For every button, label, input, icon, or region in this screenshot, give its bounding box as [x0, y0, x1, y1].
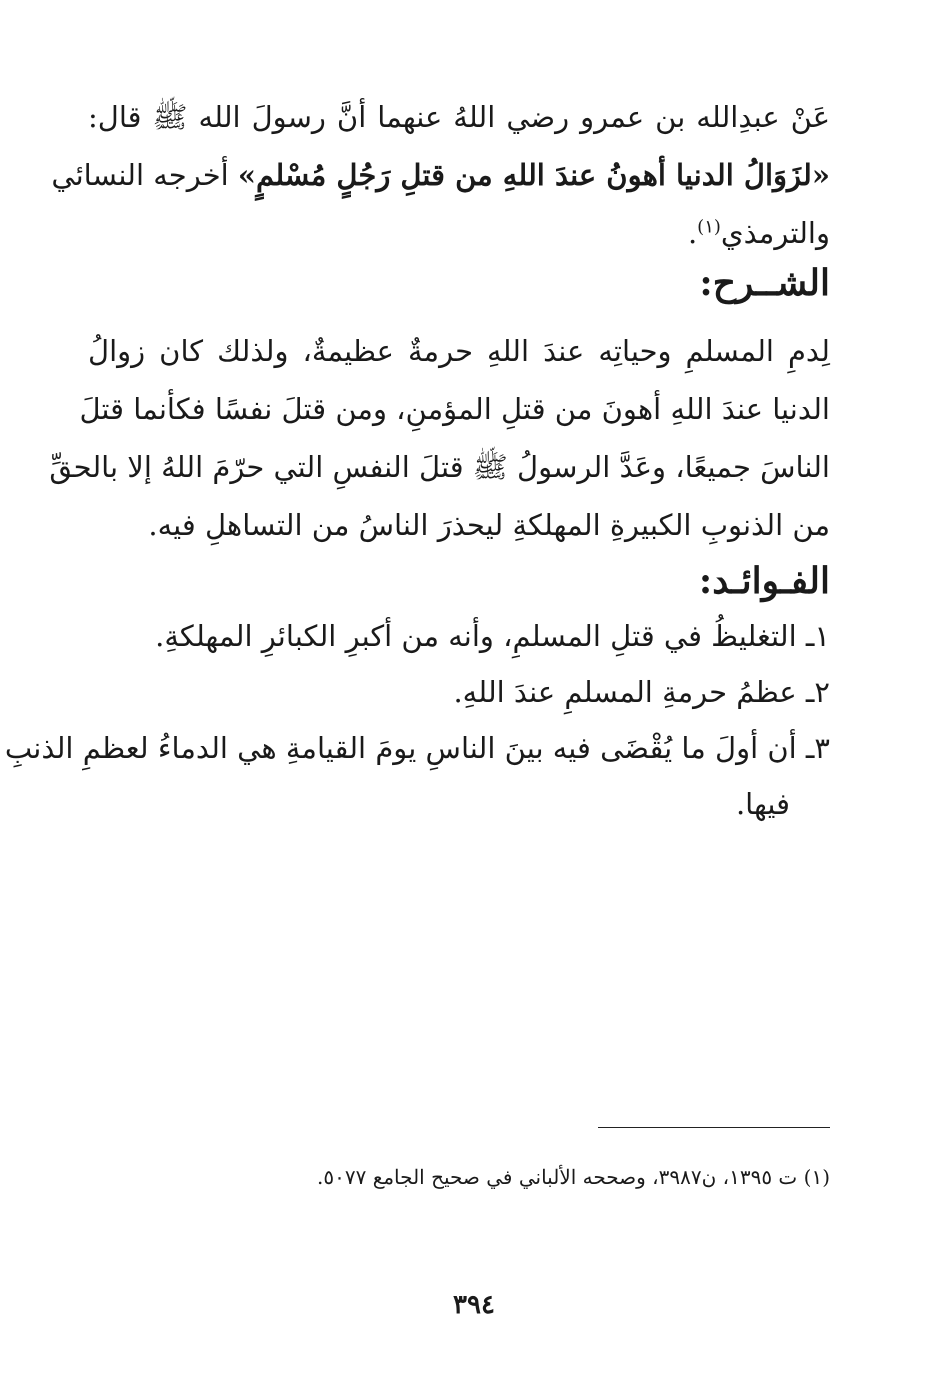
hadith-source: أخرجه النسائي	[51, 158, 238, 192]
hadith-line-3	[88, 204, 830, 262]
sharh-line: لِدمِ المسلمِ وحياتِه عندَ اللهِ حرمةٌ عظيمةٌ، ولذلك كان زوالُ	[88, 334, 830, 368]
hadith-line-2	[51, 146, 830, 204]
list-item: ٣ـ أن أولَ ما يُقْضَى فيه بينَ الناسِ يومَ القيامةِ هي الدماءُ لعظمِ الذنبِ	[4, 731, 830, 765]
page-number: ٣٩٤	[453, 1290, 495, 1320]
fawaid-list	[4, 608, 830, 832]
footnote-divider	[598, 1127, 830, 1128]
sharh-line: الدنيا عندَ اللهِ أهونَ من قتلِ المؤمنِ، ومن قتلَ نفسًا فكأنما قتلَ	[79, 392, 830, 426]
sharh-heading: الشــرح:	[699, 262, 830, 304]
hadith-end-dot: .	[687, 216, 698, 250]
sharh-line: من الذنوبِ الكبيرةِ المهلكةِ ليحذرَ الناسُ من التساهلِ فيه.	[148, 508, 830, 542]
hadith-source-tirmidhi: والترمذي	[720, 216, 830, 250]
hadith-paragraph	[51, 88, 830, 262]
hadith-line-1: عَنْ عبدِالله بن عمرو رضي اللهُ عنهما أنَّ رسولَ الله ﷺ قال:	[88, 100, 830, 134]
sharh-line: الناسَ جميعًا، وعَدَّ الرسولُ ﷺ قتلَ النفسِ التي حرّمَ اللهُ إلا بالحقِّ	[49, 450, 830, 484]
sharh-paragraph	[49, 322, 830, 554]
footnote: (١) ت ١٣٩٥، ن٣٩٨٧، وصححه الألباني في صحيح الجامع ٥٠٧٧.	[317, 1165, 830, 1189]
footnote-marker: (١)	[697, 216, 721, 238]
hadith-quote: «لزَوَالُ الدنيا أهونُ عندَ اللهِ من قتلِ رَجُلٍ مُسْلمٍ»	[237, 158, 830, 192]
list-item: ٢ـ عظمُ حرمةِ المسلمِ عندَ اللهِ.	[453, 675, 830, 709]
fawaid-heading: الفـوائـد:	[698, 560, 830, 602]
list-item-continuation: فيها.	[735, 787, 790, 821]
list-item: ١ـ التغليظُ في قتلِ المسلمِ، وأنه من أكبرِ الكبائرِ المهلكةِ.	[155, 619, 830, 653]
